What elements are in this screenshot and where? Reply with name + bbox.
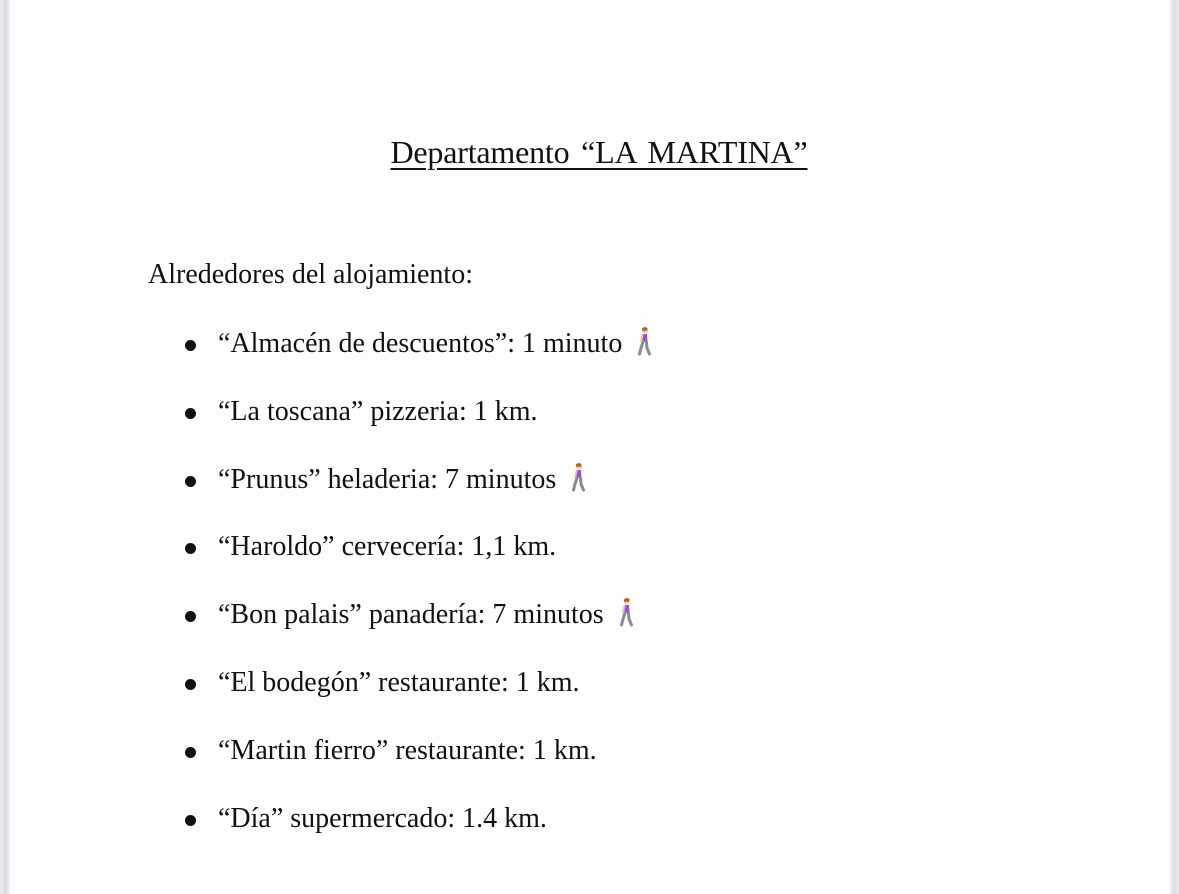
list-item-text: “Día” supermercado: 1.4 km.: [218, 802, 547, 834]
list-item-text: “Prunus” heladeria: 7 minutos: [218, 463, 557, 495]
list-item-text: “Bon palais” panadería: 7 minutos: [218, 599, 604, 631]
person-walking-icon: [568, 462, 588, 492]
list-item: [182, 461, 654, 529]
bullet-icon: [185, 747, 196, 758]
page-edge-right: [1170, 0, 1179, 894]
list-item: [182, 393, 654, 461]
person-walking-icon: [616, 597, 636, 627]
bullet-icon: [185, 611, 196, 622]
list-item-text: “Haroldo” cervecería: 1,1 km.: [218, 531, 557, 563]
list-item: [182, 800, 654, 868]
list-item: [182, 325, 654, 393]
amenities-list: [182, 325, 654, 867]
list-item-text: “Martin fierro” restaurante: 1 km.: [218, 734, 597, 766]
list-item: [182, 596, 654, 664]
bullet-icon: [185, 408, 196, 419]
list-item: [182, 528, 654, 596]
document-page: [10, 0, 1170, 894]
list-item-text: “La toscana” pizzeria: 1 km.: [218, 395, 538, 427]
list-item-text: “Almacén de descuentos”: 1 minuto: [218, 328, 623, 359]
bullet-icon: [185, 815, 196, 826]
bullet-icon: [185, 340, 196, 351]
person-walking-icon: [634, 326, 654, 356]
list-item: [182, 732, 654, 800]
page-edge-left: [0, 0, 10, 894]
list-item-text: “El bodegón” restaurante: 1 km.: [218, 666, 580, 698]
list-item: [182, 664, 654, 732]
bullet-icon: [185, 679, 196, 690]
document-title-text: Departamento “LA MARTINA”: [390, 134, 808, 170]
document-title: [10, 134, 1170, 171]
intro-text: Alrededores del alojamiento:: [148, 259, 473, 290]
bullet-icon: [185, 543, 196, 554]
bullet-icon: [185, 476, 196, 487]
